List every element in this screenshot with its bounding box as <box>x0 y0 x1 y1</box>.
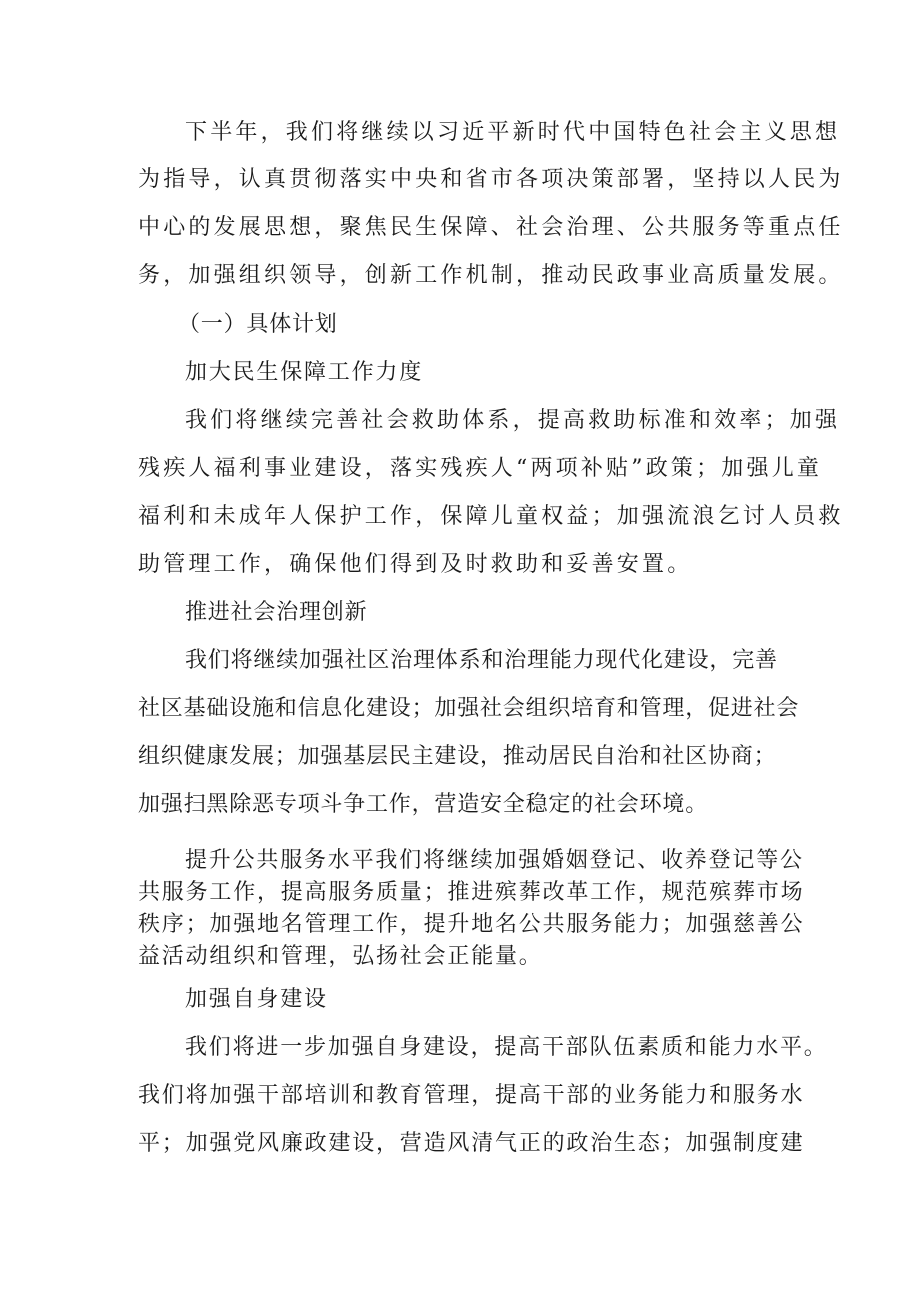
text-line: 组织健康发展；加强基层民主建设，推动居民自治和社区协商； <box>138 744 777 769</box>
text-line: 加强扫黑除恶专项斗争工作，营造安全稳定的社会环境。 <box>138 792 709 817</box>
text-line: 益活动组织和管理，弘扬社会正能量。 <box>138 944 543 969</box>
text-line: 下半年，我们将继续以习近平新时代中国特色社会主义思想 <box>185 120 841 145</box>
text-line: 我们将加强干部培训和教育管理，提高干部的业务能力和服务水 <box>138 1083 805 1108</box>
section-heading: （一）具体计划 <box>178 312 338 337</box>
subheading-governance: 推进社会治理创新 <box>185 600 368 625</box>
text-line: 共服务工作，提高服务质量；推进殡葬改革工作，规范殡葬市场 <box>138 880 805 905</box>
text-line: 中心的发展思想，聚焦民生保障、社会治理、公共服务等重点任 <box>138 215 844 240</box>
text-line: 务，加强组织领导，创新工作机制，推动民政事业高质量发展。 <box>138 263 844 288</box>
text-line: 平；加强党风廉政建设，营造风清气正的政治生态；加强制度建 <box>138 1131 805 1156</box>
text-line: 我们将继续加强社区治理体系和治理能力现代化建设，完善 <box>185 648 778 673</box>
text-line: 我们将继续完善社会救助体系，提高救助标准和效率；加强 <box>185 408 841 433</box>
text-line: 提升公共服务水平我们将继续加强婚姻登记、收养登记等公 <box>185 848 804 873</box>
text-line: 秩序；加强地名管理工作，提升地名公共服务能力；加强慈善公 <box>138 912 805 937</box>
text-line: 社区基础设施和信息化建设；加强社会组织培育和管理，促进社会 <box>138 696 800 721</box>
text-line: 助管理工作，确保他们得到及时救助和妥善安置。 <box>138 552 693 577</box>
text-line: 我们将进一步加强自身建设，提高干部队伍素质和能力水平。 <box>185 1035 828 1060</box>
text-line: 为指导，认真贯彻落实中央和省市各项决策部署，坚持以人民为 <box>138 167 844 192</box>
text-line: 残疾人福利事业建设，落实残疾人“两项补贴”政策；加强儿童 <box>138 456 823 481</box>
subheading-livelihood: 加大民生保障工作力度 <box>185 360 424 385</box>
text-line: 福利和未成年人保护工作，保障儿童权益；加强流浪乞讨人员救 <box>138 504 844 529</box>
subheading-self-building: 加强自身建设 <box>185 987 328 1012</box>
